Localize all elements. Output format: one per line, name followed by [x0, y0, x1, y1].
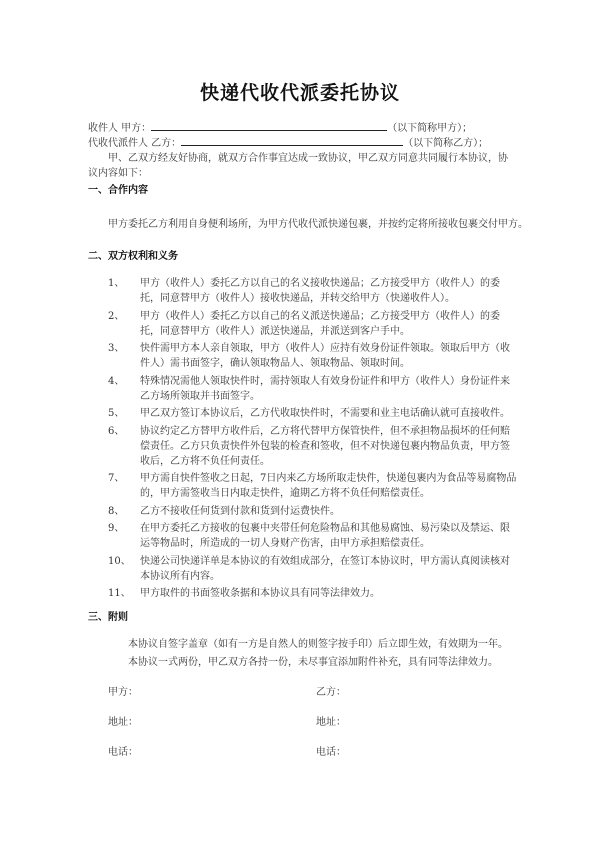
party-b-blank	[181, 135, 403, 146]
item-text: 甲乙双方签订本协议后，乙方代收取快件时，不需要和业主电话确认就可直接收件。	[140, 408, 510, 419]
address-party-a: 地址：	[108, 717, 138, 728]
item-number: 10、	[108, 555, 131, 567]
intro-paragraph: 甲、乙双方经友好协商，就双方合作事宜达成一致协议，甲乙双方同意共同履行本协议，协议内容如下：	[88, 153, 508, 179]
item-number: 4、	[108, 375, 125, 387]
party-a-line	[88, 120, 472, 136]
list-item	[108, 424, 518, 469]
signature-party-a: 甲方：	[108, 687, 138, 698]
item-text: 甲方（收件人）委托乙方以自己的名义接收快递品；乙方接受甲方（收件人）的委托，同意替甲方（收件人）接收快递品，并转交给甲方（快递收件人）。	[140, 278, 500, 304]
item-number: 6、	[108, 425, 125, 437]
obligations-list	[108, 276, 518, 604]
item-number: 3、	[108, 343, 125, 354]
item-number: 11、	[108, 588, 131, 599]
item-text: 甲方取件的书面签收条据和本协议具有同等法律效力。	[140, 588, 380, 599]
list-item	[108, 554, 518, 584]
item-text: 快件需甲方本人亲自领取，甲方（收件人）应持有效身份证件领取。领取后甲方（收件人）需书面签字，确认领取物品人、领取物品、领取时间。	[140, 343, 510, 369]
item-text: 甲方（收件人）委托乙方以自己的名义派送快递品；乙方接受甲方（收件人）的委托，同意替甲方（收件人）派送快递品，并派送到客户手中。	[140, 310, 500, 337]
list-item	[108, 504, 518, 519]
item-number: 2、	[108, 310, 125, 322]
item-text: 甲方需自快件签收之日起，7日内来乙方场所取走快件，快递包裹内为食品等易腐物品的，甲方需签收当日内取走快件，逾期乙方将不负任何赔偿责任。	[140, 473, 517, 499]
section-1-heading: 一、合作内容	[88, 185, 148, 196]
list-item	[108, 586, 518, 601]
section-3-para-1: 本协议自签字盖章（如有一方是自然人的则签字按手印）后立即生效，有效期为一年。	[128, 639, 508, 650]
item-text: 特殊情况需他人领取快件时，需持领取人有效身份证件和甲方（收件人）身份证件来乙方场所领取并书面签字。	[140, 375, 510, 402]
list-item	[108, 374, 518, 404]
item-text: 乙方不接收任何货到付款和货到付运费快件。	[140, 505, 340, 517]
section-3-heading: 三、附则	[88, 612, 128, 623]
list-item	[108, 276, 518, 306]
item-text: 在甲方委托乙方接收的包裹中夹带任何危险物品和其他易腐蚀、易污染以及禁运、限运等物品时，所造成的一切人身财产伤害，由甲方承担赔偿责任。	[140, 523, 510, 549]
party-a-label: 收件人 甲方：	[88, 123, 152, 134]
list-item	[108, 341, 518, 371]
item-text: 快递公司快递详单是本协议的有效组成部分，在签订本协议时，甲方需认真阅读核对本协议所有内容。	[140, 555, 510, 582]
address-party-b: 地址：	[316, 717, 346, 728]
list-item	[108, 309, 518, 339]
item-number: 7、	[108, 473, 125, 484]
signature-party-b: 乙方：	[316, 687, 346, 698]
party-b-label: 代收代派件人 乙方：	[88, 138, 182, 149]
section-1-text: 甲方委托乙方利用自身便利场所，为甲方代收代派快递包裹，并按约定将所接收包裹交付甲方。	[108, 219, 528, 230]
party-b-line	[88, 135, 488, 151]
phone-party-a: 电话：	[108, 747, 138, 758]
list-item	[108, 471, 518, 501]
section-2-heading: 二、双方权利和义务	[88, 251, 178, 262]
party-a-suffix: （以下简称甲方）；	[387, 123, 473, 134]
section-3-para-2: 本协议一式两份，甲乙双方各持一份，未尽事宜添加附件补充，具有同等法律效力。	[128, 657, 498, 668]
item-number: 8、	[108, 505, 125, 517]
list-item	[108, 521, 518, 551]
party-a-blank	[151, 120, 387, 131]
item-number: 9、	[108, 523, 125, 534]
list-item	[108, 406, 518, 421]
party-b-suffix: （以下简称乙方）；	[403, 138, 489, 149]
item-text: 协议约定乙方替甲方收件后，乙方将代替甲方保管快件，但不承担物品损坏的任何赔偿责任。乙方只负责快件外包装的检查和签收，但不对快递包裹内物品负责，甲方签收后，乙方将不负任何责任。	[140, 425, 510, 467]
phone-party-b: 电话：	[316, 747, 346, 758]
item-number: 1、	[108, 278, 125, 289]
document-title: 快递代收代派委托协议	[199, 82, 400, 104]
item-number: 5、	[108, 408, 125, 419]
